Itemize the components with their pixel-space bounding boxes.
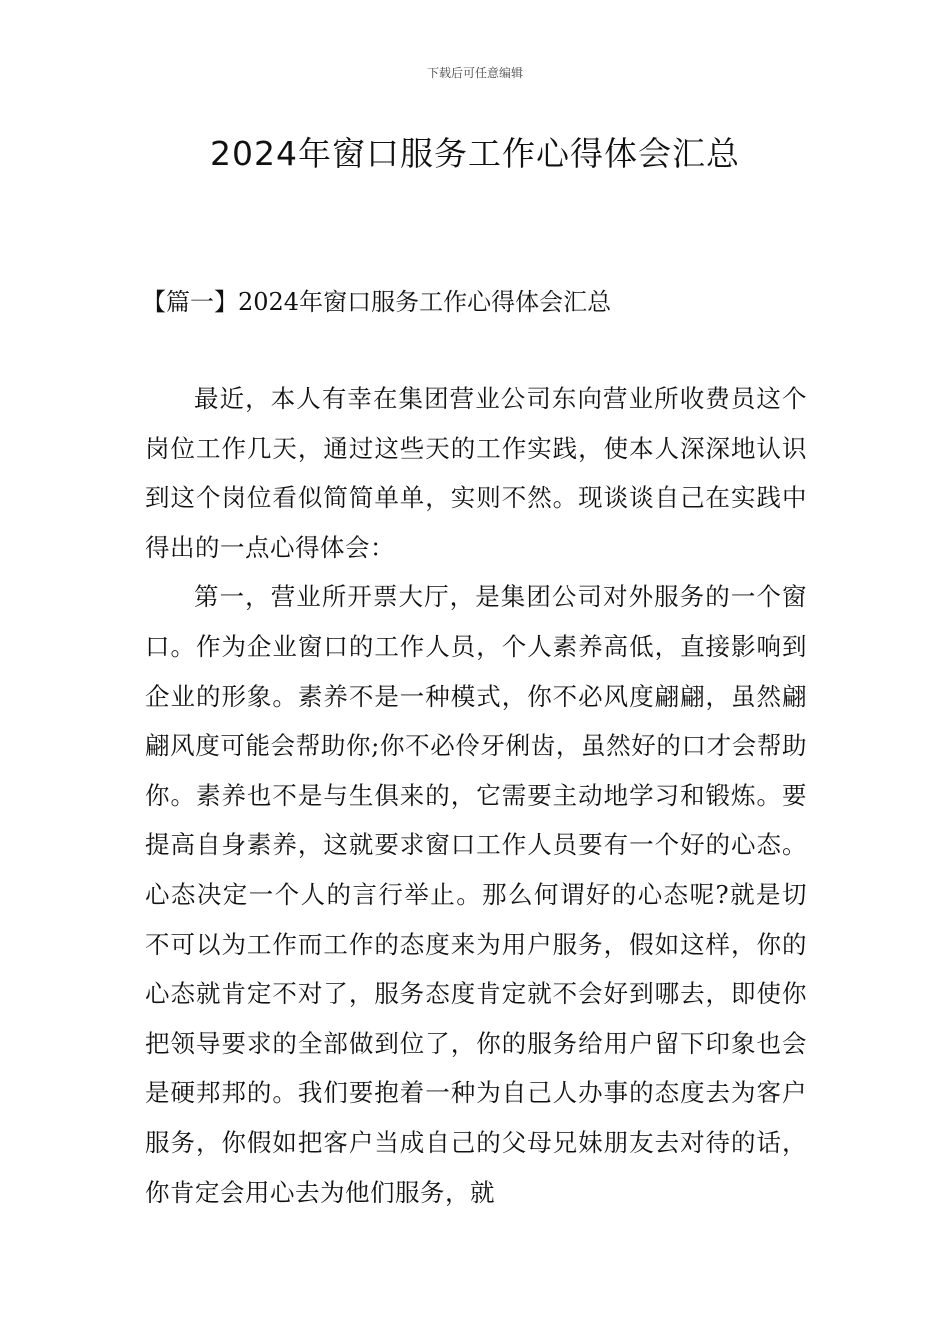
header-note: 下载后可任意编辑 [426, 66, 523, 80]
document-title: 2024年窗口服务工作心得体会汇总 [210, 134, 740, 173]
paragraph-2: 第一，营业所开票大厅，是集团公司对外服务的一个窗口。作为企业窗口的工作人员，个人素养高低，直接影响到企业的形象。素养不是一种模式，你不必风度翩翩，虽然翩翩风度可能会帮助你;你不必伶牙俐齿，虽然好的口才会帮助你。素养也不是与生俱来的，它需要主动地学习和锻炼。要提高自身素养，这就要求窗口工作人员要有一个好的心态。心态决定一个人的言行举止。那么何谓好的心态呢?就是切不可以为工作而工作的态度来为用户服务，假如这样，你的心态就肯定不对了，服务态度肯定就不会好到哪去，即使你把领导要求的全部做到位了，你的服务给用户留下印象也会是硬邦邦的。我们要抱着一种为自己人办事的态度去为客户服务，你假如把客户当成自己的父母兄妹朋友去对待的话，你肯定会用心去为他们服务，就 [145, 582, 807, 1207]
paragraph-1: 最近，本人有幸在集团营业公司东向营业所收费员这个岗位工作几天，通过这些天的工作实践，使本人深深地认识到这个岗位看似简简单单，实则不然。现谈谈自己在实践中得出的一点心得体会： [145, 384, 807, 562]
body-text [145, 374, 807, 1217]
section-heading: 【篇一】2024年窗口服务工作心得体会汇总 [142, 288, 612, 316]
